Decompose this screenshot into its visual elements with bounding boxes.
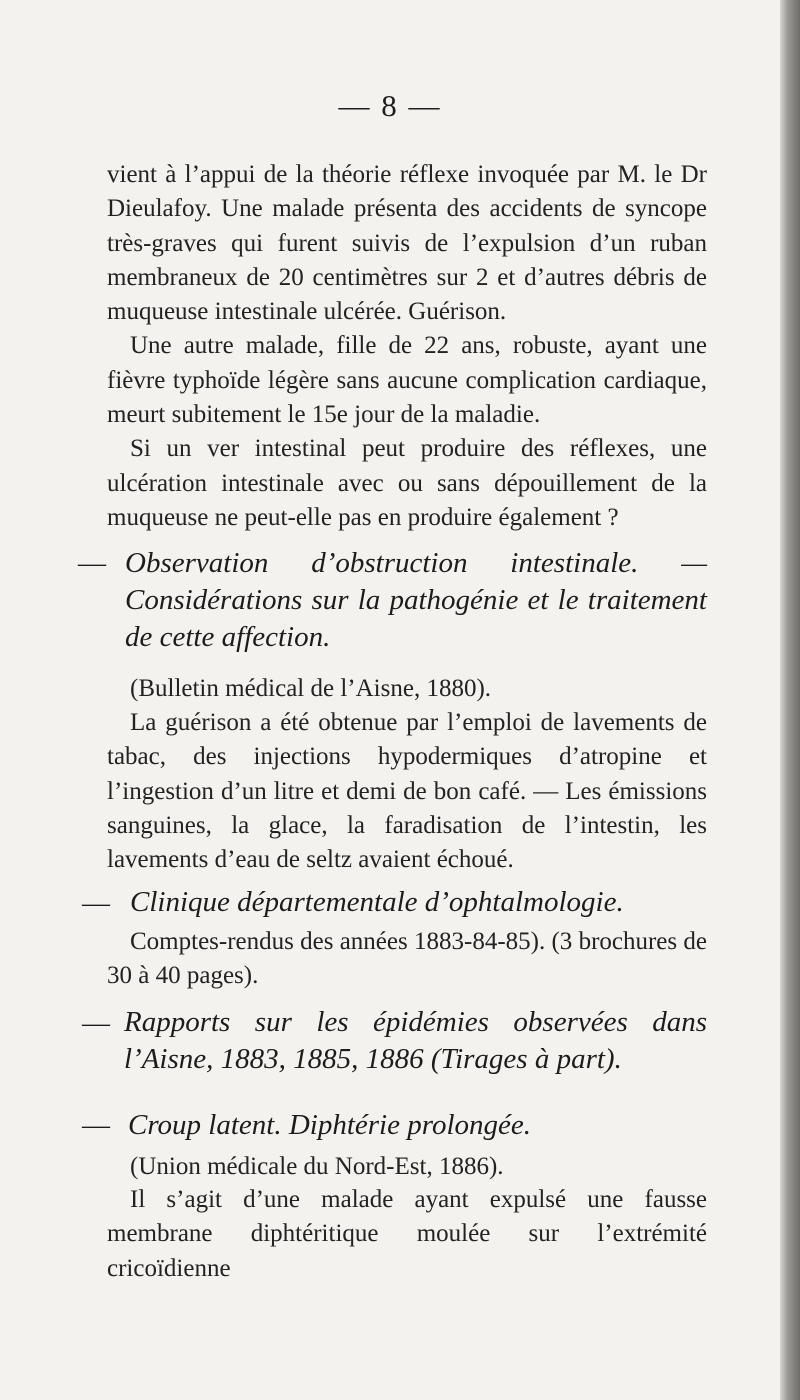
paragraph-question: Si un ver intestinal peut produire des réflexes, une ulcération intestinale avec ou sans dépouillement de la muqueuse ne peut-elle pas en produire également ? (107, 435, 707, 531)
section-dash: — (78, 548, 106, 579)
section-title-epidemies: Rapports sur les épidémies observées dans l’Aisne, 1883, 1885, 1886 (Tirages à part). (124, 1006, 707, 1075)
section-title-obstruction: Observation d’obstruction intestinale. — Considérations sur la pathogénie et le traitement de cette affection. (125, 547, 707, 653)
section-dash: — (82, 1008, 110, 1039)
paragraph-second-patient: Une autre malade, fille de 22 ans, robuste, ayant une fièvre typhoïde légère sans aucune complication cardiaque, meurt subitement le 15e jour de la maladie. (107, 332, 707, 429)
section-title-croup: Croup latent. Diphtérie prolongée. (128, 1109, 531, 1141)
section-title-ophtalmologie: Clinique départementale d’ophtalmologie. (130, 886, 624, 918)
paragraph-comptes-rendus: Comptes-rendus des années 1883-84-85). (3 brochures de 30 à 40 pages). (107, 928, 707, 990)
paragraph-guerison: La guérison a été obtenue par l’emploi de lavements de tabac, des injections hypodermiques d’atropine et l’ingestion d’un litre et demi de bon café. — Les émissions sanguines, la glace, la faradisation de l’intestin, les lavements d’eau de seltz avaient échoué. (107, 709, 707, 874)
page-edge-shadow (780, 0, 800, 1400)
source-bulletin-medical: (Bulletin médical de l’Aisne, 1880). (130, 675, 492, 702)
page-number: — 8 — (338, 88, 442, 123)
continued-text-block (107, 158, 707, 535)
section-dash: — (82, 888, 110, 919)
source-union-medicale: (Union médicale du Nord-Est, 1886). (130, 1153, 504, 1180)
paragraph-diphterie: Il s’agit d’une malade ayant expulsé une fausse membrane diphtéritique moulée sur l’extrémité cricoïdienne (107, 1186, 707, 1282)
section-dash: — (82, 1110, 110, 1141)
paragraph-reflex-theory: vient à l’appui de la théorie réflexe invoquée par M. le Dr Dieulafoy. Une malade présenta des accidents de syncope très-graves qui furent suivis de l’expulsion d’un ruban membraneux de 20 centimètres sur 2 et d’autres débris de muqueuse intestinale ulcérée. Guérison. (107, 161, 707, 326)
